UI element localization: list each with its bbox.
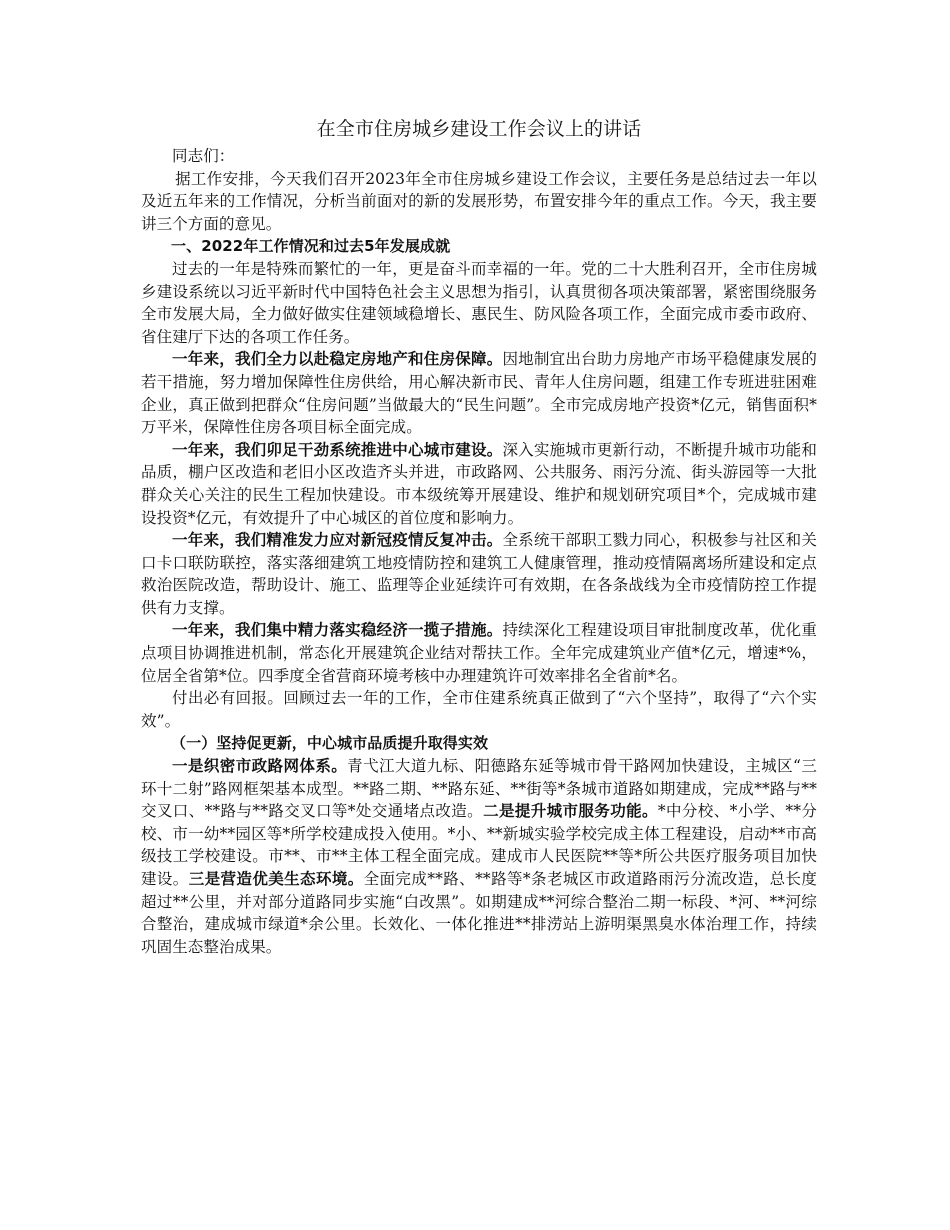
point-lead-1: 一是织密市政路网体系。 xyxy=(172,757,348,776)
intro-paragraph: 据工作安排，今天我们召开2023年全市住房城乡建设工作会议，主要任务是总结过去一年以及近五年来的工作情况，分析当前面对的新的发展形势，布置安排今年的重点工作。今天，我主要讲三个方面的意见。 xyxy=(141,169,817,233)
achievement-paragraph-epidemic xyxy=(141,529,817,619)
subsection1-heading: （一）坚持促更新，中心城市品质提升取得实效 xyxy=(171,734,489,753)
achievement-paragraph-economy xyxy=(141,619,817,687)
subsection1-paragraph xyxy=(141,755,817,958)
paragraph-body: 因地制宜出台助力房地产市场平稳健康发展的若干措施，努力增加保障性住房供给，用心解决新市民、青年人住房问题，组建工作专班进驻困难企业，真正做到把群众“住房问题”当做最大的“民生问题”。全市完成房地产投资*亿元，销售面积*万平米，保障性住房各项目标全面完成。 xyxy=(141,350,817,437)
section1-heading: 一、2022年工作情况和过去5年发展成就 xyxy=(171,237,451,256)
paragraph-lead: 一年来，我们精准发力应对新冠疫情反复冲击。 xyxy=(172,531,503,550)
point-body-2: *中分校、*小学、**分校、市一幼**园区等*所学校建成投入使用。*小、**新城实验学校完成主体工程建设，启动**市高级技工学校建设。市**、市**主体工程全面完成。建成市人民医院**等*所公共医疗服务项目加快建设。 xyxy=(141,802,817,888)
paragraph-body: 全系统干部职工戮力同心，积极参与社区和关口卡口联防联控，落实落细建筑工地疫情防控和建筑工人健康管理，推动疫情隔离场所建设和定点救治医院改造，帮助设计、施工、监理等企业延续许可有效期，在各条战线为全市疫情防控工作提供有力支撑。 xyxy=(141,531,817,617)
point-lead-2: 二是提升城市服务功能。 xyxy=(483,802,658,821)
point-body-1: 青弋江大道九标、阳德路东延等城市骨干路网加快建设，主城区“三环十二射”路网框架基本成型。**路二期、**路东延、**街等*条城市道路如期建成，完成**路与**交叉口、**路与**路交叉口等*处交通堵点改造。 xyxy=(141,757,817,821)
salutation: 同志们： xyxy=(172,147,235,165)
achievement-paragraph-housing xyxy=(141,348,817,438)
point-body-3: 全面完成**路、**路等*条老城区市政道路雨污分流改造，总长度超过**公里，并对部分道路同步实施“白改黑”。如期建成**河综合整治二期一标段、*河、**河综合整治，建成城市绿道*余公里。长效化、一体化推进**排涝站上游明渠黑臭水体治理工作，持续巩固生态整治成果。 xyxy=(141,870,817,956)
section1-intro-paragraph: 过去的一年是特殊而繁忙的一年，更是奋斗而幸福的一年。党的二十大胜利召开，全市住房城乡建设系统以习近平新时代中国特色社会主义思想为指引，认真贯彻各项决策部署，紧密围绕服务全市发展大局，全力做好做实住建领域稳增长、惠民生、防风险各项工作，全面完成市委市政府、省住建厅下达的各项工作任务。 xyxy=(141,259,817,346)
summary-paragraph: 付出必有回报。回顾过去一年的工作，全市住建系统真正做到了“六个坚持”，取得了“六个实效”。 xyxy=(141,689,817,730)
paragraph-lead: 一年来，我们全力以赴稳定房地产和住房保障。 xyxy=(172,350,503,369)
paragraph-lead: 一年来，我们集中精力落实稳经济一揽子措施。 xyxy=(172,621,503,640)
speech-document xyxy=(141,116,817,958)
achievement-paragraph-city xyxy=(141,439,817,529)
point-lead-3: 三是营造优美生态环境。 xyxy=(188,870,364,888)
paragraph-body: 持续深化工程建设项目审批制度改革，优化重点项目协调推进机制，常态化开展建筑企业结对帮扶工作。全年完成建筑业产值*亿元，增速*%，位居全省第*位。四季度全省营商环境考核中办理建筑许可效率排名全省前*名。 xyxy=(141,621,817,685)
page-title: 在全市住房城乡建设工作会议上的讲话 xyxy=(316,118,642,140)
paragraph-lead: 一年来，我们卯足干劲系统推进中心城市建设。 xyxy=(172,440,503,459)
paragraph-body: 深入实施城市更新行动，不断提升城市功能和品质，棚户区改造和老旧小区改造齐头并进，市政路网、公共服务、雨污分流、街头游园等一大批群众关心关注的民生工程加快建设。市本级统筹开展建设、维护和规划研究项目*个，完成城市建设投资*亿元，有效提升了中心城区的首位度和影响力。 xyxy=(141,440,817,527)
